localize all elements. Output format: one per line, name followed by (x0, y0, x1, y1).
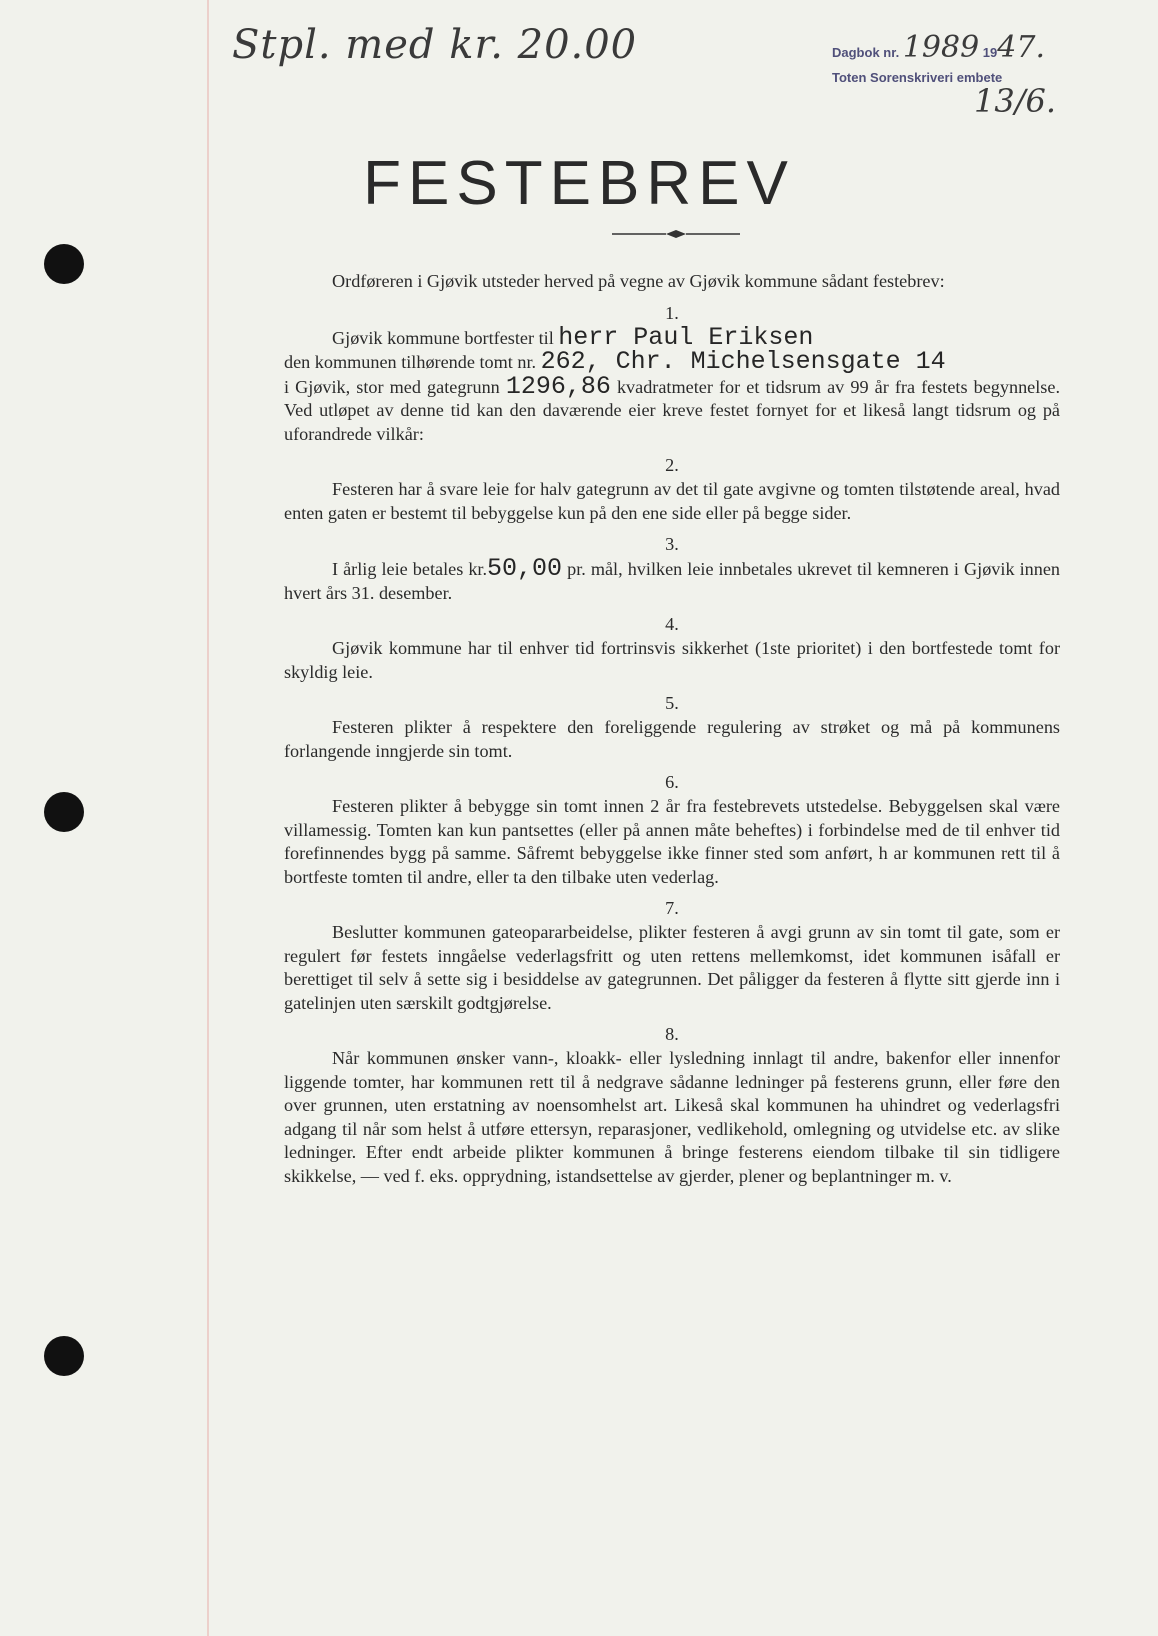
section-4-text: Gjøvik kommune har til enhver tid fortrinsvis sikkerhet (1ste prioritet) i den bortfestede tomt for skyldig leie. (284, 638, 1060, 682)
section-5-number: 5. (665, 693, 679, 713)
document-title: FESTEBREV (363, 149, 795, 218)
section-4-number: 4. (665, 614, 679, 634)
stamp-dagbok-line (832, 30, 1045, 65)
stamp-number: 1989 (902, 30, 980, 65)
stamp-date: 13/6. (974, 82, 1057, 120)
intro-paragraph: Ordføreren i Gjøvik utsteder herved på vegne av Gjøvik kommune sådant festebrev: (332, 271, 945, 291)
stamp-year-prefix: 19 (982, 45, 998, 60)
lot-number-address: 262, Chr. Michelsensgate 14 (540, 347, 946, 376)
lessee-name: herr Paul Eriksen (558, 322, 814, 352)
section-6-number: 6. (665, 772, 679, 792)
registry-stamp (832, 30, 1092, 150)
section-1-part-c: i Gjøvik, stor med gategrunn (284, 376, 506, 397)
section-6-text: Festeren plikter å bebygge sin tomt innen 2 år fra festebrevets utstedelse. Bebyggelsen skal være villamessig. Tomten kan kun pantsettes (eller på annen måte beheftes) i forbindelse med de til enhver tid forefinnendes bygg på samme. Såfremt bebyggelse ikke finner sted som anført, h ar kommunen rett til å bortfeste tomten til andre, eller ta den tilbake uten vederlag. (284, 796, 1060, 887)
stamp-year-suffix: 47. (997, 30, 1045, 65)
section-2-number: 2. (665, 455, 679, 475)
handwritten-fee-note: Stpl. med kr. 20.00 (232, 22, 638, 68)
section-7-text: Beslutter kommunen gateopararbeidelse, plikter festeren å avgi grunn av sin tomt til gate, som er regulert før festets inngåelse vederlagsfritt og uten rettens mellemkomst, idet kommunen isåfall er berettiget til selv å sette sig i besiddelse av gategrunnen. Det påligger da festeren å flytte sitt gjerde inn i gatelinjen uten særskilt godtgjørelse. (284, 922, 1060, 1013)
section-1-text (284, 322, 1060, 447)
section-5-text: Festeren plikter å respektere den foreliggende regulering av strøket og må på kommunens forlangende inngjerde sin tomt. (284, 717, 1060, 761)
document-body (284, 270, 1060, 1188)
stamp-dagbok-label: Dagbok nr. (832, 45, 900, 60)
section-3-text (284, 554, 1061, 605)
stamp-office: Toten Sorenskriveri embete (832, 70, 1003, 85)
section-1-part-a: Gjøvik kommune bortfester til (332, 327, 559, 348)
section-7-number: 7. (665, 898, 679, 918)
section-8-text: Når kommunen ønsker vann-, kloakk- eller lysledning innlagt til andre, bakenfor eller innenfor liggende tomter, har kommunen rett til å nedgrave sådanne ledninger på festerens grunn, eller føre den over grunnen, uten erstatning av noensomhelst art. Likeså skal kommunen ha uhindret og vederlagsfri adgang til når som helst å utføre ettersyn, reparasjoner, vedlikehold, omlegning og utvidelse etc. av slike ledninger. Efter endt arbeide plikter kommunen å bringe festerens eiendom tilbake til sin tidligere skikkelse, — ved f. eks. opprydning, istandsettelse av gjerder, plener og beplantninger m. v. (284, 1048, 1060, 1186)
section-2-text: Festeren har å svare leie for halv gategrunn av det til gate avgivne og tomten tilstøtende areal, hvad enten gaten er bestemt til bebyggelse kun på den ene side eller på begge sider. (284, 479, 1060, 523)
title-ornament (612, 228, 740, 240)
section-1-number: 1. (665, 302, 679, 323)
section-3-number: 3. (665, 534, 679, 554)
punch-hole-top (44, 244, 84, 284)
lot-area: 1296,86 (505, 371, 611, 401)
annual-rent-amount: 50,00 (487, 554, 563, 583)
punch-hole-middle (44, 792, 84, 832)
section-8-number: 8. (665, 1024, 679, 1044)
margin-line (207, 0, 209, 1636)
section-1-part-d: kvadratmeter for et tidsrum av 99 år fra festets begynnelse. Ved utløpet av denne tid kan den daværende eier kreve festet fornyet for et likeså langt tidsrum og på uforandrede vilkår: (284, 376, 1060, 444)
section-1-part-b: den kommunen tilhørende tomt nr. (284, 352, 541, 372)
section-3-part-a: I årlig leie betales kr. (332, 559, 488, 579)
section-3-part-b: pr. mål, hvilken leie innbetales ukrevet til kemneren i Gjøvik innen hvert års 31. desember. (284, 559, 1061, 603)
punch-hole-bottom (44, 1336, 84, 1376)
